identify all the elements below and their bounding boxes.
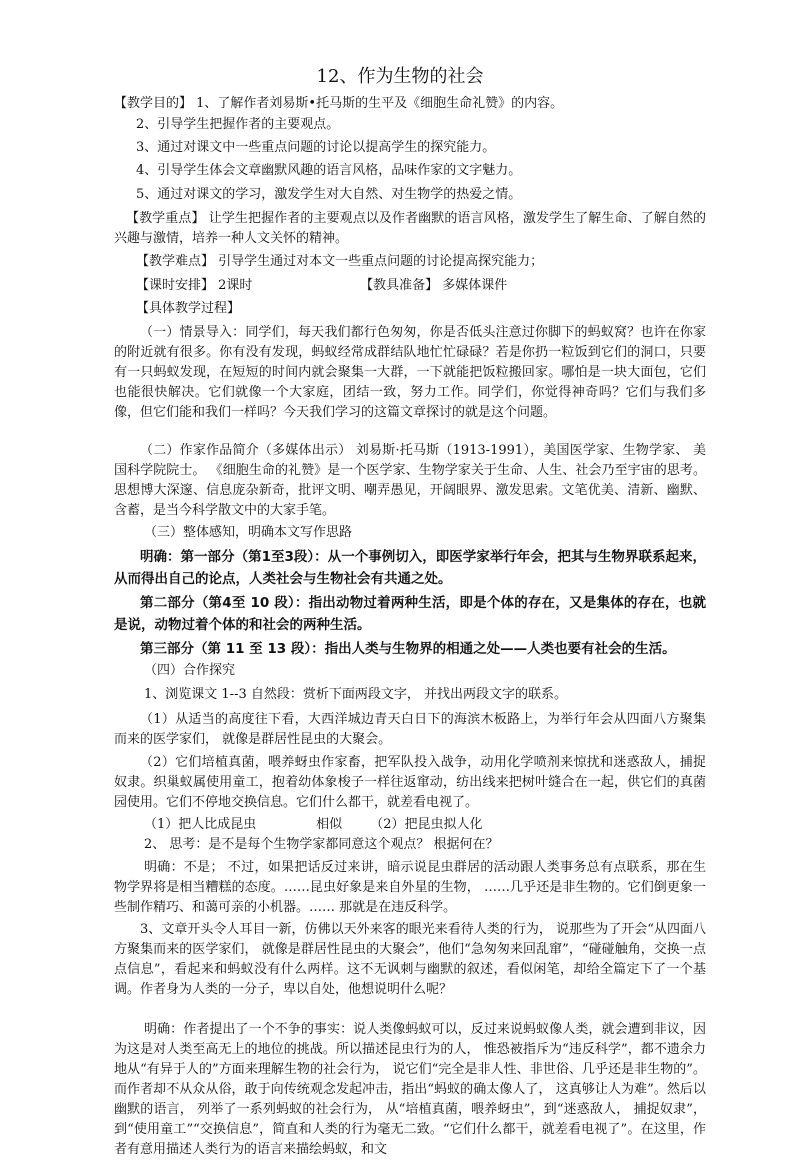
part-2: 第二部分（第4至 10 段）：指出动物过着两种生活，即是个体的存在，又是集体的存在，也就是说，动物过着个体的和社会的两种生活。 [114,595,706,633]
question-2: 2、 思考：是不是每个生物学家都同意这个观点？ 根据何在？ [144,837,499,852]
objective-1: 【教学目的】 1、了解作者刘易斯•托马斯的生平及《细胞生命礼赞》的内容。 [114,96,564,111]
question-3-answer: 明确：作者提出了一个不争的事实：说人类像蚂蚁可以，反过来说蚂蚁像人类，就会遭到非议，因为这是对人类至高无上的地位的挑战。所以描述昆虫行为的人， 惟恐被指斥为“违反科学”，都不遗余力地从“有异于人的”方面来理解生物的社会行为， 说它们“完全是非人性、非世俗、几乎还是非生物的”。而作者却不从众从俗，敢于向传统观念发起冲击，指出“蚂蚁的确太像人了， 这真够让人为难”。然后以幽默的语言， 列举了一系列蚂蚁的社会行为， 从“培植真菌，喂养蚜虫”，到“迷惑敌人， 捕捉奴隶”，到“使用童工”“交换信息”，简直和人类的行为毫无二致。“它们什么都干，就差看电视了”。在这里，作者有意用描述人类行为的语言来描绘蚂蚁，和文 [114,1022,706,1157]
part-1: 明确：第一部分（第1至3段）：从一个事例切入，即医学家举行年会，把其与生物界联系起来，从而得出自己的论点，人类社会与生物社会有共通之处。 [114,549,706,587]
question-1-passage-2: （2）它们培植真菌，喂养蚜虫作家畜，把军队投入战争，动用化学喷剂来惊扰和迷惑敌人，捕捉奴隶。织巢蚁属使用童工，抱着幼体象梭子一样往返窜动，纺出线来把树叶缝合在一起，供它们的真菌园使用。它们不停地交换信息。它们什么都干，就差看电视了。 [114,755,706,810]
section-coop: （四）合作探究 [144,663,236,678]
objective-4: 4、引导学生体会文章幽默风趣的语言风格，品味作家的文字魅力。 [136,163,522,178]
answer-1: （1）把人比成昆虫 [144,817,257,832]
process-heading: 【具体教学过程】 [136,301,241,316]
question-2-answer: 明确：不是； 不过，如果把话反过来讲，暗示说昆虫群居的活动跟人类事务总有点联系，那在生物学界将是相当糟糕的态度。……昆虫好象是来自外星的生物， ……几乎还是非生物的。它们倒更象一些制作精巧、和蔼可亲的小机器。…… 那就是在违反科学。 [114,860,706,915]
answer-2: （2）把昆虫拟人化 [370,817,483,832]
section-author: （二）作家作品简介（多媒体出示） 刘易斯·托马斯（1913-1991），美国医学家、生物学家、 美国科学院院士。 《细胞生命的礼赞》是一个医学家、生物学家关于生命、人生、社会乃至宇宙的思考。思想博大深邃、信息庞杂新奇，批评文明、嘲弄愚见，开阔眼界、激发思索。文笔优美、清新、幽默、 含蓄，是当今科学散文中的大家手笔。 [114,443,706,518]
objective-3: 3、通过对课文中一些重点问题的讨论以提高学生的探究能力。 [136,140,496,155]
page-title: 12、作为生物的社会 [316,66,484,87]
schedule-row [136,276,736,296]
key-points: 【教学重点】 让学生把握作者的主要观点以及作者幽默的语言风格，激发学生了解生命、了解自然的兴趣与激情，培养一种人文关怀的精神。 [114,211,706,246]
question-3: 3、文章开头令人耳目一新，仿佛以天外来客的眼光来看待人类的行为， 说那些为了开会“从四面八方聚集而来的医学家们， 就像是群居性昆虫的大聚会”，他们“急匆匆来回乱窜”，“碰碰触角，交换一点点信息”，看起来和蚂蚁没有什么两样。这不无讽刺与幽默的叙述，看似闲笔，却给全篇定下了一个基调。作者身为人类的一分子，卑以自处，他想说明什么呢？ [114,922,706,997]
part-3: 第三部分（第 11 至 13 段）：指出人类与生物界的相通之处——人类也要有社会的生活。 [140,641,676,657]
answer-link: 相似 [316,817,343,832]
section-intro: （一）情景导入：同学们，每天我们都行色匆匆，你是否低头注意过你脚下的蚂蚁窝？也许在你家的附近就有很多。你有没有发现，蚂蚁经常成群结队地忙忙碌碌？若是你扔一粒饭到它们的洞口，只要有一只蚂蚁发现，在短短的时间内就会聚集一大群，一下就能把饭粒搬回家。哪怕是一块大面包，它们也能很快解决。它们就像一个大家庭，团结一致，努力工作。同学们，你觉得神奇吗？它们与我们多像，但它们能和我们一样吗？今天我们学习的这篇文章探讨的就是这个问题。 [114,325,706,420]
class-hours: 【课时安排】 2课时 [136,278,253,293]
question-1-passage-1: （1）从适当的高度往下看，大西洋城边青天白日下的海滨木板路上，为举行年会从四面八方聚集而来的医学家们， 就像是群居性昆虫的大聚会。 [114,712,706,747]
question-1: 1、浏览课文 1--3 自然段：赏析下面两段文字， 并找出两段文字的联系。 [144,687,567,702]
objective-2: 2、引导学生把握作者的主要观点。 [136,117,340,132]
difficulty: 【教学难点】 引导学生通过对本文一些重点问题的讨论提高探究能力； [136,254,544,269]
question-1-answer [144,815,744,835]
objective-5: 5、通过对课文的学习，激发学生对大自然、对生物学的热爱之情。 [136,187,522,202]
section-overall: （三）整体感知，明确本文写作思路 [144,525,353,540]
teaching-tools: 【教具准备】 多媒体课件 [360,278,508,293]
